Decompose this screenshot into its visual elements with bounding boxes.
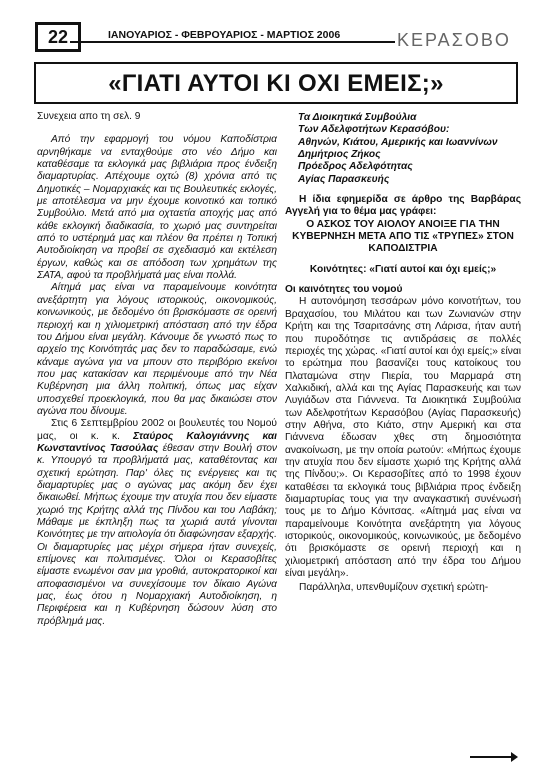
signature-block [285, 112, 521, 186]
header-rule [70, 41, 395, 43]
quote-intro: Η ίδια εφημερίδα σε άρθρο της Βαρβάρας Αγγελή για το θέμα μας γράφει: [285, 194, 521, 218]
signature-line: Των Αδελφοτήτων Κερασόβου: [298, 124, 450, 136]
continuation-note: Συνεχεια απο τη σελ. 9 [37, 111, 141, 122]
quote-headline: Ο ΑΣΚΟΣ ΤΟΥ ΑΙΟΛΟΥ ΑΝΟΙΞΕ ΓΙΑ ΤΗΝ ΚΥΒΕΡΝΗΣΗ ΜΕΤΑ ΑΠΟ ΤΙΣ «ΤΡΥΠΕΣ» ΣΤΟΝ ΚΑΠΟΔΙΣΤΡΙΑ [292, 218, 514, 255]
publication-name: ΚΕΡΑΣΟΒΟ [397, 30, 511, 50]
section-heading: Οι καινότητες του νομού [285, 284, 403, 296]
paragraph: Η αυτονόμηση τεσσάρων μόνο κοινοτήτων, του Βραχασίου, του Μιλάτου και των Ζωνιανών στην Κρήτη και της Τσαριτσάνης στη Λάρισα, ήταν αυτή που πυροδότησε τις αντιδράσεις σε πολλές περιοχές της χώρας. «Γιατί αυτοί και όχι εμείς;» είναι το ερώτημα που βασανίζει τους κατοίκους του Πλαταμώνα στην Πιερία, του Μαρμαρά στη Χαλκιδική, αλλά και της Αγίας Παρασκευής και των Λυγιάδων στα Γιάννενα. Τα Διοικητικά Συμβούλια των Αδελφοτήτων Κερασόβου (Αγίας Παρασκευής) στην Αθήνα, στο Κιάτο, στην Αμερική και στα Γιάννενα έδωσαν χθες στη δημοσιότητα ανακοίνωση, με την οποία ρωτούν: «Μήπως έχουμε την ατυχία που δεν είμαστε χωριό της Κρήτης αλλά της Πίνδου;». Οι Κερασοβίτες από το 1998 έχουν καταθέσει τα εκλογικά τους βιβλιάρια προς ένδειξη διαμαρτυρίας τους για την αναγκαστική συνένωσή τους με το Δήμο Κόνιτσας. «Αίτημά μας είναι να παραμείνουμε Κοινότητα ανεξάρτητη για λόγους ιστορικούς, οικονομικούς, κοινωνικούς, με δεδομένο ότι βρισκόμαστε σε ορεινή περιοχή και η χιλιομετρική απόσταση από την έδρα του Δήμου είναι μεγάλη». [285, 296, 521, 580]
signature-line: Αγίας Παρασκευής [298, 173, 390, 185]
signature-line: Πρόεδρος Αδελφότητας [298, 161, 413, 173]
paragraph: Από την εφαρμογή του νόμου Καποδίστρια αρνηθήκαμε να ενταχθούμε στο νέο Δήμο και καταθέσαμε τα εκλογικά μας βιβλιάρια προς ένδειξη διαμαρτυρίας. Απέχουμε οχτώ (8) χρόνια από τις Δημοτικές – Νομαρχιακές και τις Βουλευτικές εκλογές, με αποτέλεσμα να μην έχουμε κοινοτικό και τοπικό Συμβούλιο. Μετά από μια οχταετία αποχής μας από κάθε εκλογική διαδικασία, το χωριό μας συντηρείται από το υστέρημά μας και πλέον θα πρέπει η Τοπική Αυτοδιοίκηση να προβεί σε σχεδιασμό και εκτέλεση έργων, καθώς και σε απόδοση των χρημάτων της ΣΑΤΑ, αφού τα προβλήματά μας είναι πολλά. [37, 134, 277, 282]
paragraph-lead: Στις 6 Σεπτεμβρίου 2002 οι βουλευτές του Νομού μας, οι κ. κ. [37, 418, 277, 442]
paragraph [37, 418, 277, 628]
signature-line: Τα Διοικητικά Συμβούλια [298, 112, 417, 123]
issue-date: ΙΑΝΟΥΑΡΙΟΣ - ΦΕΒΡΟΥΑΡΙΟΣ - ΜΑΡΤΙΟΣ 2006 [108, 29, 341, 41]
mp-names: Σταύρος Καλογιάννης και Κωνσταντίνος Τασούλας [37, 430, 277, 454]
continued-arrow-icon [470, 756, 514, 758]
quote-subheadline: Κοινότητες: «Γιατί αυτοί και όχι εμείς;» [309, 263, 497, 275]
page-header [0, 0, 544, 56]
signature-line: Δημήτριος Ζήκος [298, 149, 381, 161]
right-column [285, 111, 521, 595]
article-title: «ΓΙΑΤΙ ΑΥΤΟΙ ΚΙ ΟΧΙ ΕΜΕΙΣ;» [34, 62, 518, 104]
signature-line: Αθηνών, Κιάτου, Αμερικής και Ιωαννίνων [298, 136, 498, 148]
paragraph: Αίτημά μας είναι να παραμείνουμε κοινότητα ανεξάρτητη για λόγους ιστορικούς, οικονομικούς, κοινωνικούς, με δεδομένο ότι βρισκόμαστε σε ορεινή περιοχή και η χιλιομετρική απόσταση από την έδρα του Δήμου είναι μεγάλη. Κάνουμε δε γνωστό πως το αρχείο της Κοινότητάς μας δεν το παραδώσαμε, ενώ κάναμε αγώνα για να μπουν στο περιβόριο εκείνοι που μας κατακίσαν και περιμένουμε από την Νέα Κυβέρνηση μια άλλη πολιτική, όπως μας είχαν υποσχεθεί προεκλογικά, που θα μας δικαιώσει στον αγώνα που δίνουμε. [37, 282, 277, 417]
page-number: 22 [35, 22, 81, 52]
paragraph-rest: έθεσαν στην Βουλή στον κ. Υπουργό τα προβλήματά μας, καταθέτοντας και σχετική ερώτηση. Παρ' όλες τις ενέργειες και τις διαμαρτυρίες μας ο αγώνας μας ακόμη δεν έχει δικαιωθεί. Μήπως έχουμε την ατυχία που δεν είμαστε χωριό της Κρήτης αλλά της Πίνδου και του Λαβάκη; Μάθαμε με έκπληξη πως τα χωριά αυτά γίνονται Κοινότητες με την αιτιολογία ότι διαφώνησαν εξαρχής. Οι διαμαρτυρίες μας μέχρι σήμερα ήταν συνεχείς, επίμονες και πολιτισμένες. Όλοι οι Κερασοβίτες είμαστε ενωμένοι σαν μια γροθιά, αυτοκρατορικοί και αποφασισμένοι να συνεχίσουμε τον δίκαιο Αγώνα μας, έως ότου η Νομαρχιακή Αυτοδιοίκηση, η Περιφέρεια και η Κυβέρνηση δώσουν λύση στο πρόβλημά μας. [37, 442, 277, 627]
paragraph: Παράλληλα, υπενθυμίζουν σχετική ερώτη- [299, 582, 489, 594]
left-column [37, 111, 277, 628]
